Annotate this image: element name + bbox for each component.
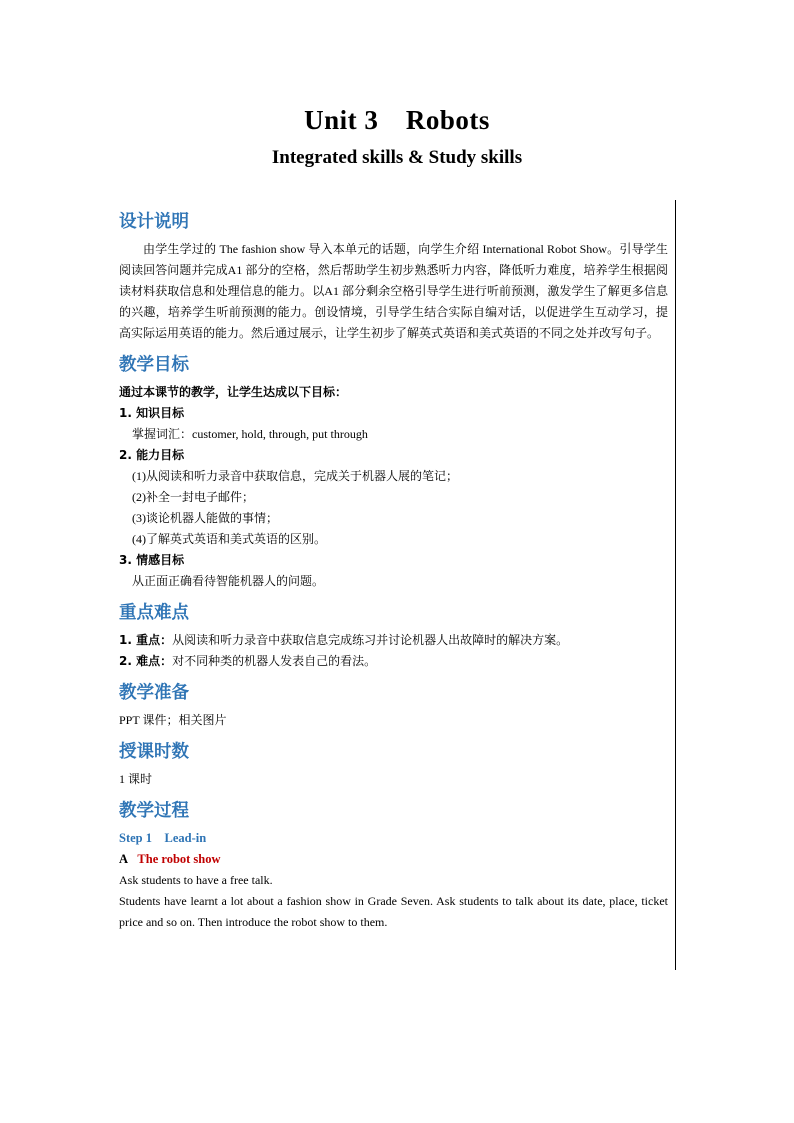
process-line: Ask students to have a free talk. [119, 873, 273, 887]
heading-key-points: 重点难点 [119, 603, 189, 623]
page-title: Unit 3 Robots [304, 105, 490, 135]
design-paragraph: 由学生学过的 The fashion show 导入本单元的话题，向学生介绍 International Robot Show。引导学生阅读回答问题并完成A1 部分的空格，然后帮助学生初步熟悉听力内容，降低听力难度，培养学生根据阅读材料获取信息和处理信息的能力。以A1 部分剩余空格引导学生进行听前预测，激发学生了解更多信息的兴趣，培养学生听前预测的能力。创设情境，引导学生结合实际自编对话，以促进学生互动学习，提高实际运用英语的能力。然后通过展示，让学生初步了解英式英语和美式英语的不同之处并改写句子。 [119, 242, 668, 340]
key-point-text: 从阅读和听力录音中获取信息完成练习并讨论机器人出故障时的解决方案。 [172, 633, 569, 647]
ability-item: (1)从阅读和听力录音中获取信息，完成关于机器人展的笔记； [132, 469, 458, 483]
heading-process: 教学过程 [119, 801, 189, 821]
difficulty-text: 对不同种类的机器人发表自己的看法。 [172, 654, 377, 668]
sub-letter: A [119, 852, 129, 866]
heading-design: 设计说明 [119, 212, 189, 232]
heading-hours: 授课时数 [119, 742, 189, 762]
difficulty-item [119, 651, 668, 672]
page-subtitle: Integrated skills & Study skills [271, 147, 523, 168]
emotion-title: 3. 情感目标 [119, 553, 185, 567]
ability-item: (3)谈论机器人能做的事情； [132, 511, 278, 525]
emotion-text: 从正面正确看待智能机器人的问题。 [132, 574, 325, 588]
prep-text: PPT 课件；相关图片 [119, 713, 227, 727]
step-title: Step 1 Lead-in [119, 831, 207, 845]
margin-rule [675, 200, 676, 970]
goals-intro: 通过本课节的教学，让学生达成以下目标： [119, 385, 348, 399]
key-point-item [119, 630, 668, 651]
heading-goals: 教学目标 [119, 355, 189, 375]
document-body [119, 205, 668, 933]
ability-item: (4)了解英式英语和美式英语的区别。 [132, 532, 326, 546]
heading-prep: 教学准备 [119, 683, 189, 703]
ability-item: (2)补全一封电子邮件； [132, 490, 254, 504]
knowledge-text: 掌握词汇：customer, hold, through, put through [132, 427, 368, 441]
knowledge-title: 1. 知识目标 [119, 406, 185, 420]
ability-title: 2. 能力目标 [119, 448, 185, 462]
difficulty-label: 2. 难点： [119, 654, 173, 668]
process-line: Students have learnt a lot about a fashion show in Grade Seven. Ask students to talk about its date, place, ticket price and so on. Then introduce the robot show to them. [119, 894, 668, 929]
hours-text: 1 课时 [119, 772, 153, 786]
sub-heading [119, 849, 668, 870]
sub-title: The robot show [137, 852, 221, 866]
key-point-label: 1. 重点： [119, 633, 173, 647]
